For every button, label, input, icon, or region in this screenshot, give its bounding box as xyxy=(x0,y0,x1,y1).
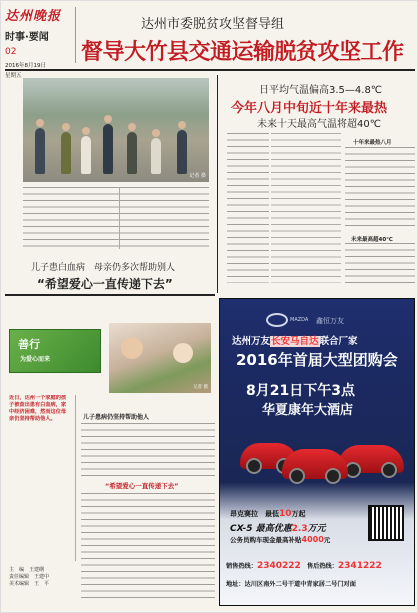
ad-tagline-part: 达州万友 xyxy=(232,336,271,347)
ad-event-venue: 华夏康年大酒店 xyxy=(262,403,354,418)
ad-address: 地址：达川区南外二号干道中青家居二号门对面 xyxy=(226,581,356,588)
weather-subhead: 十年来最热八月 xyxy=(353,140,392,146)
price-text: 最高优惠 xyxy=(255,524,292,534)
ad-brand-row xyxy=(220,307,414,325)
section-name: 时事·要闻 xyxy=(5,32,49,43)
charity-logo-image xyxy=(9,329,101,373)
qr-code-icon xyxy=(368,505,404,541)
child-photo-credit: 记者 摄 xyxy=(193,385,208,390)
credit-line: 美术编辑 王 平 xyxy=(9,581,50,587)
story-pull-quote: “希望爱心一直传递下去” xyxy=(105,482,179,490)
dealer-name: 鑫恒万友 xyxy=(316,317,344,325)
masthead-divider xyxy=(75,7,76,63)
price-text: 万元 xyxy=(307,524,326,534)
car-image xyxy=(282,449,348,479)
weather-kicker: 日平均气温偏高3.5—4.8℃ xyxy=(259,85,383,96)
side-note: 近日，达州一个家庭的孩子被查出患有白血病，家中经济困难，然而这位母亲仍坚持帮助他人。 xyxy=(9,395,67,422)
lead-photo xyxy=(23,78,209,182)
mazda-logo-icon xyxy=(266,313,288,327)
car-image xyxy=(338,445,404,473)
weather-body-text xyxy=(345,147,415,229)
person-figure xyxy=(177,130,187,174)
newspaper-logo: 达州晚报 xyxy=(5,9,62,24)
section-rule xyxy=(5,294,215,296)
weather-subhead: 未来最高超40℃ xyxy=(351,237,393,243)
person-figure xyxy=(127,132,137,174)
lead-body-text xyxy=(23,187,209,249)
price-text: 万起 xyxy=(291,510,306,518)
price-value: 10 xyxy=(279,509,292,519)
ad-event-time: 8月21日下午3点 xyxy=(246,383,355,399)
ad-price-line xyxy=(230,509,306,519)
person-figure xyxy=(103,124,113,174)
mazda-wordmark: MAZDA xyxy=(290,317,309,323)
price-text: 公务员购车现金最高补贴 xyxy=(230,536,302,544)
sales-phone: 2340222 xyxy=(256,561,301,571)
weather-deck: 未来十天最高气温将超40℃ xyxy=(257,119,381,130)
weather-body-text xyxy=(345,243,415,287)
issue-date: 2016年8月19日 xyxy=(5,63,46,69)
service-phone: 2341222 xyxy=(337,561,382,571)
mother-kicker: 儿子患白血病 母亲仍多次帮助别人 xyxy=(31,263,176,273)
ad-tagline-highlight: 长安马自达 xyxy=(271,336,319,347)
price-text: 元 xyxy=(323,536,331,544)
phone-label: 售后热线： xyxy=(300,563,338,570)
child-figure xyxy=(173,343,193,363)
person-figure xyxy=(151,138,161,174)
story-body-text xyxy=(81,423,215,477)
photo-credit: 记者 摄 xyxy=(189,173,206,179)
page-number: 02 xyxy=(5,47,17,57)
charity-logo-sub: 为爱心而来 xyxy=(20,356,51,363)
column-divider xyxy=(119,187,120,249)
lead-headline: 督导大竹县交通运输脱贫攻坚工作 xyxy=(81,40,404,65)
lead-kicker: 达州市委脱贫攻坚督导组 xyxy=(141,17,285,32)
price-text: 昂克赛拉 最低 xyxy=(230,510,279,518)
mother-figure xyxy=(121,337,143,359)
price-value: 2.3 xyxy=(291,524,308,534)
top-rule xyxy=(5,69,415,71)
weekday: 星期五 xyxy=(5,73,22,79)
person-figure xyxy=(81,136,91,174)
credit-line: 主 编 王建纲 xyxy=(9,567,45,573)
masthead xyxy=(5,5,77,79)
story-title: 儿子患病仍坚持帮助他人 xyxy=(83,414,150,421)
weather-body-text xyxy=(227,133,269,283)
ad-tagline-part: 联合厂家 xyxy=(319,336,358,347)
weather-body-text xyxy=(271,133,341,283)
car-advertisement xyxy=(219,298,415,606)
story-body-text xyxy=(81,493,215,603)
column-divider xyxy=(75,395,76,561)
ad-phones xyxy=(226,561,382,571)
mother-headline: “希望爱心一直传递下去” xyxy=(37,277,173,291)
editor-credits xyxy=(9,567,49,588)
person-figure xyxy=(35,128,45,174)
credit-line: 责任编辑 王建中 xyxy=(9,574,50,580)
weather-headline: 今年八月中旬近十年来最热 xyxy=(231,101,388,116)
model-name: CX-5 xyxy=(230,524,253,534)
ad-price-line xyxy=(230,521,326,534)
ad-event-title: 2016年首届大型团购会 xyxy=(236,351,398,369)
ad-price-line xyxy=(230,535,330,544)
child-photo xyxy=(109,323,211,393)
price-value: 4000 xyxy=(301,535,324,544)
phone-label: 销售热线： xyxy=(226,563,257,570)
ad-tagline xyxy=(232,333,358,347)
charity-logo-title: 善行 xyxy=(18,338,40,351)
column-divider xyxy=(217,75,218,293)
person-figure xyxy=(61,132,71,174)
